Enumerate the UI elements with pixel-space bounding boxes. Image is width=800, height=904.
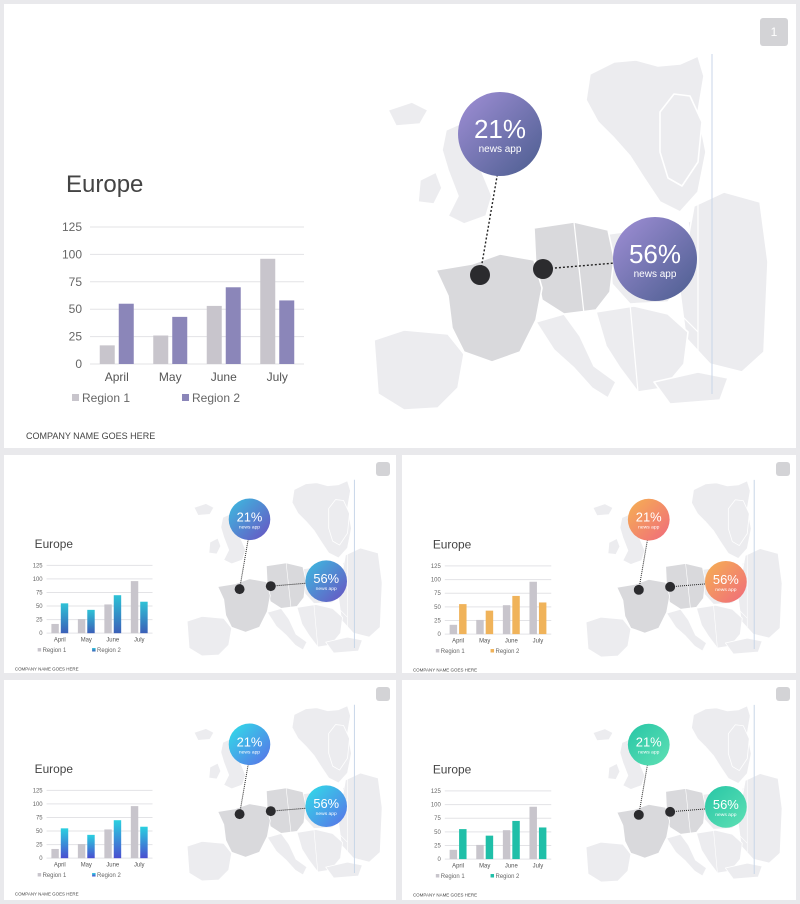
x-tick-label: June — [504, 638, 518, 645]
bar-region2-june — [512, 596, 519, 634]
map-region-iberia — [586, 842, 631, 882]
bar-region2-may — [87, 610, 94, 633]
y-tick-label: 125 — [430, 563, 441, 570]
map-region-eastern — [339, 773, 383, 862]
bar-region1-june — [104, 604, 111, 633]
map-region-ireland — [608, 539, 620, 555]
y-tick-label: 100 — [430, 577, 441, 584]
marker-dot-france — [634, 810, 644, 820]
bar-region1-may — [78, 619, 85, 633]
legend-label-1: Region 1 — [82, 391, 131, 405]
y-tick-label: 125 — [32, 788, 43, 795]
bar-region1-april — [100, 345, 115, 364]
callout-label-2: news app — [315, 587, 337, 593]
map-region-iceland — [194, 504, 214, 516]
legend-swatch-1 — [38, 648, 41, 651]
bar-region1-june — [503, 605, 510, 634]
europe-map — [586, 706, 782, 882]
bar-region2-may — [486, 836, 493, 859]
x-tick-label: May — [479, 863, 491, 870]
bar-region1-may — [153, 336, 168, 364]
map-region-eastern — [680, 192, 768, 372]
legend-swatch-2 — [491, 649, 494, 652]
x-tick-label: June — [210, 370, 237, 384]
legend-label-2: Region 2 — [192, 391, 241, 405]
callout-value-2: 56% — [313, 796, 340, 812]
callout-label-1: news app — [478, 144, 522, 155]
bar-region2-april — [61, 828, 68, 858]
slide-canvas — [402, 680, 796, 900]
bar-region2-april — [459, 604, 466, 634]
slide-canvas — [4, 455, 396, 673]
y-tick-label: 50 — [36, 829, 43, 836]
legend-label-1: Region 1 — [440, 873, 465, 880]
map-region-eastern — [339, 548, 383, 637]
company-name: COMPANY NAME GOES HERE — [412, 667, 478, 673]
bar-region1-may — [476, 620, 483, 634]
y-tick-label: 25 — [434, 843, 441, 850]
y-tick-label: 100 — [61, 247, 82, 262]
page-number-badge: 1 — [760, 18, 788, 46]
map-region-ireland — [608, 764, 620, 780]
callout-value-2: 56% — [712, 571, 739, 587]
page-number-badge — [776, 462, 790, 476]
thumbnail-slide-blue[interactable] — [4, 455, 396, 673]
legend-label-1: Region 1 — [440, 648, 465, 655]
company-name: COMPANY NAME GOES HERE — [26, 431, 156, 441]
bar-region2-june — [114, 820, 121, 858]
map-region-eastern — [738, 549, 782, 639]
x-tick-label: May — [80, 862, 92, 869]
map-region-iberia — [586, 617, 631, 657]
bar-region2-july — [539, 602, 546, 634]
callout-label-2: news app — [715, 587, 737, 593]
legend-swatch-1 — [72, 394, 79, 401]
bar-region1-july — [131, 581, 138, 633]
legend-label-2: Region 2 — [495, 873, 520, 880]
callout-label-1: news app — [638, 750, 660, 756]
y-tick-label: 75 — [36, 815, 43, 822]
x-tick-label: April — [452, 638, 465, 645]
bar-region2-april — [459, 829, 466, 859]
y-tick-label: 100 — [430, 802, 441, 809]
marker-dot-france — [470, 265, 490, 285]
bar-region2-april — [61, 603, 68, 633]
company-name: COMPANY NAME GOES HERE — [14, 666, 79, 672]
slide-canvas — [4, 680, 396, 900]
bar-region1-april — [51, 849, 58, 858]
bar-region2-may — [87, 835, 94, 858]
x-tick-label: June — [106, 862, 120, 869]
legend-swatch-1 — [38, 873, 41, 876]
chart-title: Europe — [432, 537, 472, 552]
y-tick-label: 25 — [36, 617, 43, 624]
bar-region2-june — [226, 287, 241, 364]
legend-swatch-2 — [92, 648, 95, 651]
callout-label-1: news app — [238, 750, 261, 756]
bar-region1-may — [476, 845, 483, 859]
y-tick-label: 25 — [68, 329, 82, 344]
legend-label-2: Region 2 — [495, 648, 520, 655]
bar-region1-july — [131, 806, 138, 858]
x-tick-label: July — [266, 370, 288, 384]
bar-region1-july — [529, 807, 536, 859]
legend-label-2: Region 2 — [97, 872, 121, 879]
europe-map — [187, 481, 382, 656]
page-number-badge — [376, 462, 390, 476]
y-tick-label: 75 — [434, 591, 441, 598]
bar-region1-may — [78, 844, 85, 858]
callout-value-1: 21% — [236, 509, 263, 525]
y-tick-label: 75 — [434, 816, 441, 823]
legend-swatch-2 — [491, 874, 494, 877]
legend-swatch-1 — [436, 649, 439, 652]
callout-label-1: news app — [638, 525, 660, 531]
callout-label-2: news app — [315, 812, 337, 818]
x-tick-label: April — [53, 862, 66, 869]
europe-map — [586, 481, 782, 657]
map-region-iberia — [187, 616, 232, 656]
bar-region1-april — [450, 625, 457, 634]
bar-region2-april — [119, 304, 134, 364]
bar-region2-july — [140, 602, 147, 633]
bar-region2-june — [512, 821, 519, 859]
bar-region2-july — [140, 827, 147, 858]
map-region-ireland — [418, 172, 442, 204]
bar-region2-july — [279, 300, 294, 364]
legend-swatch-2 — [92, 873, 95, 876]
thumbnail-slide-orange[interactable] — [402, 455, 796, 673]
marker-dot-germany — [266, 581, 276, 591]
callout-value-2: 56% — [712, 796, 739, 812]
callout-value-1: 21% — [635, 734, 662, 750]
y-tick-label: 0 — [39, 631, 43, 638]
y-tick-label: 100 — [32, 576, 43, 583]
slide-canvas — [4, 4, 796, 448]
thumbnail-slide-cyan[interactable] — [4, 680, 396, 900]
y-tick-label: 100 — [32, 801, 43, 808]
marker-dot-france — [235, 584, 245, 594]
map-region-eastern — [738, 774, 782, 864]
marker-dot-france — [235, 809, 245, 819]
map-region-iceland — [388, 102, 428, 126]
y-tick-label: 125 — [430, 788, 441, 795]
y-tick-label: 25 — [434, 618, 441, 625]
company-name: COMPANY NAME GOES HERE — [14, 891, 79, 897]
marker-dot-germany — [665, 807, 675, 817]
x-tick-label: May — [80, 637, 92, 644]
company-name: COMPANY NAME GOES HERE — [412, 892, 478, 898]
bar-region1-june — [503, 830, 510, 859]
legend-label-2: Region 2 — [97, 647, 121, 654]
map-region-iceland — [194, 729, 214, 741]
bar-region2-may — [172, 317, 187, 364]
bar-region1-june — [207, 306, 222, 364]
y-tick-label: 0 — [39, 856, 43, 863]
chart-title: Europe — [34, 762, 73, 777]
legend-label-1: Region 1 — [42, 647, 67, 654]
map-region-ireland — [209, 763, 221, 779]
x-tick-label: May — [479, 638, 491, 645]
bar-region2-july — [539, 827, 546, 859]
x-tick-label: June — [504, 863, 518, 870]
x-tick-label: July — [133, 637, 145, 644]
y-tick-label: 50 — [36, 604, 43, 611]
bar-region1-april — [51, 624, 58, 633]
page-number-badge — [776, 687, 790, 701]
y-tick-label: 125 — [61, 220, 82, 234]
x-tick-label: May — [158, 370, 182, 384]
marker-dot-germany — [665, 582, 675, 592]
chart-title: Europe — [34, 537, 73, 552]
callout-label-2: news app — [715, 812, 737, 818]
bar-region2-may — [486, 611, 493, 634]
legend-swatch-1 — [436, 874, 439, 877]
thumbnail-slide-green[interactable] — [402, 680, 796, 900]
x-tick-label: July — [532, 638, 544, 645]
main-slide — [4, 4, 796, 448]
callout-value-1: 21% — [473, 114, 527, 144]
y-tick-label: 50 — [68, 302, 82, 317]
y-tick-label: 50 — [434, 829, 441, 836]
bar-region1-july — [529, 582, 536, 634]
chart-title: Europe — [66, 171, 144, 198]
y-tick-label: 0 — [437, 632, 441, 639]
callout-label-1: news app — [238, 525, 261, 531]
y-tick-label: 0 — [437, 857, 441, 864]
slide-canvas — [402, 455, 796, 673]
legend-label-1: Region 1 — [42, 872, 67, 879]
map-region-iceland — [593, 504, 613, 516]
y-tick-label: 50 — [434, 604, 441, 611]
y-tick-label: 0 — [75, 357, 82, 371]
marker-dot-germany — [266, 806, 276, 816]
callout-value-2: 56% — [628, 239, 682, 269]
x-tick-label: April — [452, 863, 465, 870]
legend-swatch-2 — [182, 394, 189, 401]
marker-dot-germany — [533, 259, 553, 279]
x-tick-label: July — [532, 863, 544, 870]
map-region-iberia — [187, 841, 232, 881]
bar-region2-june — [114, 595, 121, 633]
bar-region1-june — [104, 829, 111, 858]
y-tick-label: 25 — [36, 842, 43, 849]
europe-map — [374, 56, 768, 410]
map-region-iceland — [593, 729, 613, 741]
bar-region1-july — [260, 259, 275, 364]
x-tick-label: July — [133, 862, 145, 869]
bar-region1-april — [450, 850, 457, 859]
callout-label-2: news app — [633, 269, 677, 280]
callout-value-2: 56% — [313, 571, 340, 587]
x-tick-label: April — [104, 370, 129, 384]
europe-map — [187, 706, 382, 881]
y-tick-label: 125 — [32, 563, 43, 570]
marker-dot-france — [634, 585, 644, 595]
y-tick-label: 75 — [36, 590, 43, 597]
chart-title: Europe — [432, 762, 472, 777]
callout-value-1: 21% — [236, 734, 263, 750]
map-region-iberia — [374, 330, 464, 410]
callout-value-1: 21% — [635, 509, 662, 525]
x-tick-label: April — [53, 637, 66, 644]
x-tick-label: June — [106, 637, 120, 644]
page-number-badge — [376, 687, 390, 701]
y-tick-label: 75 — [68, 274, 82, 289]
map-region-ireland — [209, 538, 221, 554]
